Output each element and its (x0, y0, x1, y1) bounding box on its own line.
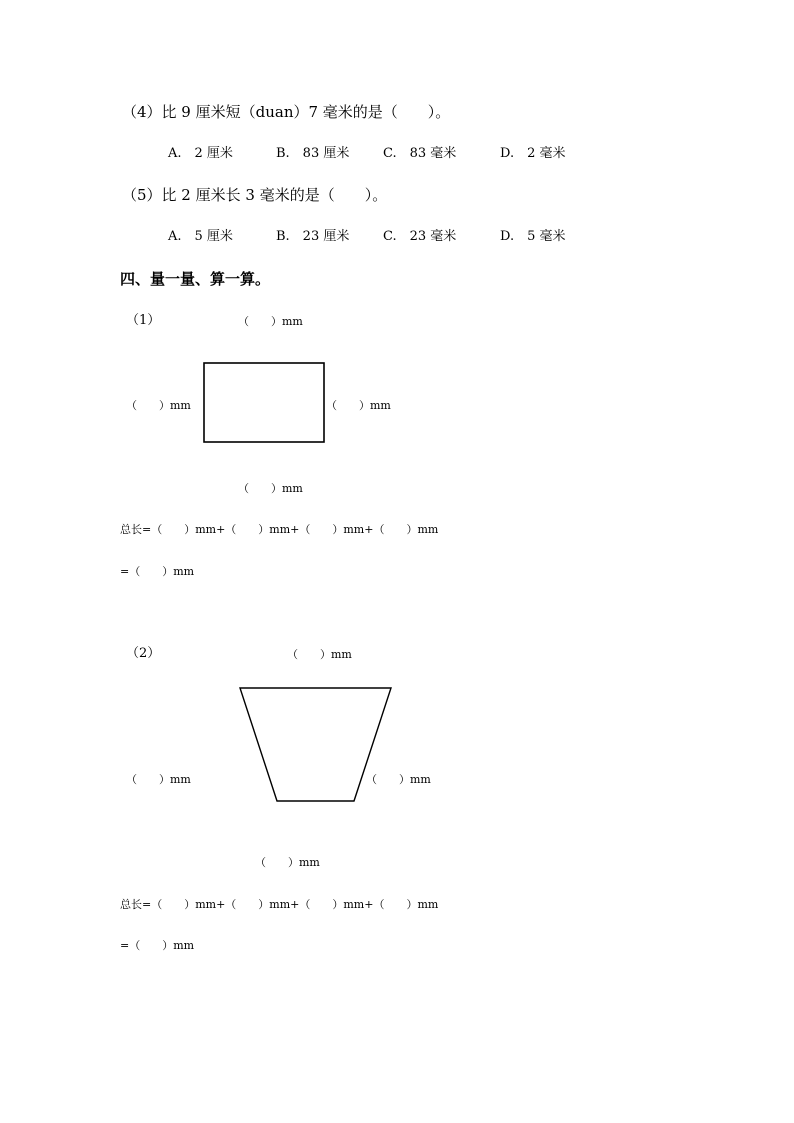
p1-bottom-blank: （ ）mm (238, 482, 303, 495)
p2-right-blank: （ ）mm (366, 773, 431, 786)
q5-option-d: D. 5 毫米 (500, 229, 566, 244)
p1-total-formula: 总长=（ ）mm+（ ）mm+（ ）mm+（ ）mm (120, 523, 439, 536)
q5-option-c: C. 23 毫米 (383, 229, 457, 244)
rectangle-shape (204, 363, 324, 442)
q4-option-c: C. 83 毫米 (383, 146, 457, 161)
question-5-stem: （5）比 2 厘米长 3 毫米的是（ ）。 (122, 186, 388, 204)
p2-top-blank: （ ）mm (287, 648, 352, 661)
p1-top-blank: （ ）mm (238, 315, 303, 328)
p1-left-blank: （ ）mm (126, 399, 191, 412)
p2-left-blank: （ ）mm (126, 773, 191, 786)
q4-option-b: B. 83 厘米 (276, 146, 350, 161)
p1-right-blank: （ ）mm (326, 399, 391, 412)
trapezoid-shape (240, 688, 391, 801)
p2-label: （2） (126, 646, 161, 661)
p1-label: （1） (126, 313, 161, 328)
p1-result: =（ ）mm (120, 565, 195, 578)
q4-option-a: A. 2 厘米 (168, 146, 233, 161)
p2-bottom-blank: （ ）mm (255, 856, 320, 869)
q5-option-b: B. 23 厘米 (276, 229, 350, 244)
question-4-stem: （4）比 9 厘米短（duan）7 毫米的是（ ）。 (122, 103, 451, 121)
p2-total-formula: 总长=（ ）mm+（ ）mm+（ ）mm+（ ）mm (120, 898, 439, 911)
section-4-title: 四、量一量、算一算。 (120, 270, 271, 288)
q5-option-a: A. 5 厘米 (168, 229, 233, 244)
q4-option-d: D. 2 毫米 (500, 146, 566, 161)
p2-result: =（ ）mm (120, 939, 195, 952)
